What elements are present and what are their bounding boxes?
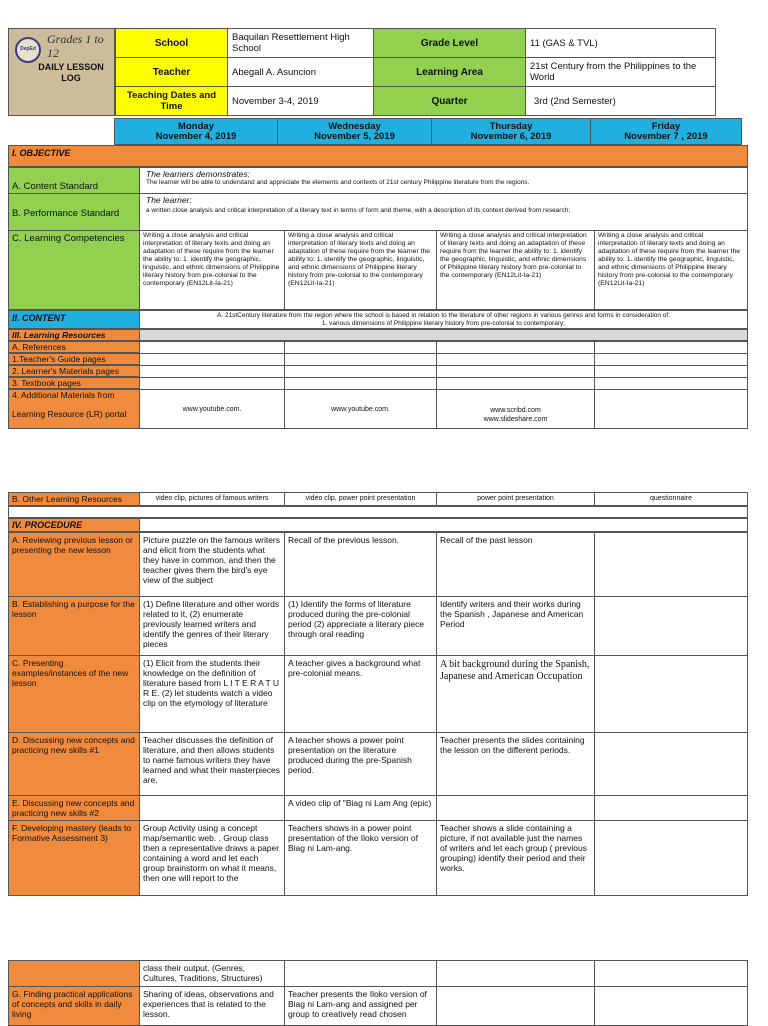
- procedure-f-monday-cont: class their output. (Genres, Cultures, Traditions, Structures): [139, 960, 285, 987]
- procedure-a-wednesday: Recall of the previous lesson.: [284, 532, 437, 597]
- procedure-g-label: G. Finding practical applications of concepts and skills in daily living: [8, 986, 140, 1026]
- day-name: Friday: [651, 121, 681, 132]
- content-title: II. CONTENT: [12, 313, 66, 323]
- performance-standard-cell: [139, 193, 748, 231]
- textbook-label: 3. Textbook pages: [8, 377, 140, 389]
- procedure-d-friday: [594, 732, 748, 796]
- learners-materials-label: 2. Learner's Materials pages: [8, 365, 140, 377]
- learning-competencies-label: C. Learning Competencies: [8, 230, 140, 310]
- school-value: Baquilan Resettlement High School: [227, 28, 374, 58]
- additional-materials-line-2: Learning Resource (LR) portal: [12, 409, 127, 419]
- grades-title: Grades 1 to 12: [47, 32, 104, 60]
- procedure-g-friday: [594, 986, 748, 1026]
- day-name: Wednesday: [328, 121, 381, 132]
- seal-text: DepEd: [20, 46, 36, 52]
- procedure-f-label-cont: [8, 960, 140, 987]
- procedure-f-thursday-cont: [436, 960, 595, 987]
- procedure-b-label: B. Establishing a purpose for the lesson: [8, 596, 140, 656]
- daily-lesson-log-title: DAILY LESSON LOG: [38, 62, 104, 83]
- other-resources-thursday: power point presentation: [436, 492, 595, 506]
- lr-wednesday: www.youtube.com.: [331, 406, 390, 413]
- procedure-c-wednesday: A teacher gives a background what pre-colonial means.: [284, 655, 437, 733]
- content-line-1: A. 21stCentury literature from the region where the school is based in relation to the literature of other regions in various genres and forms in consideration of:: [216, 312, 671, 319]
- competency-monday: Writing a close analysis and critical interpretation of literary texts and doing an adaptation of these require from the learner the ability to: 1. identify the geographic, linguistic, and ethnic dimensions of Philippine literary history from pre-colonial to the contemporary (EN12Lit-Ia-21): [139, 230, 285, 310]
- school-label: School: [115, 28, 228, 58]
- competency-wednesday: Writing a close analysis and critical interpretation of literary texts and doing an adaptation of these require from the learner the ability to: 1. identify the geographic, linguistic, and ethnic dimensions of Philippine literary history from pre-colonial to the contemporary (EN12Lit-Ia-21): [284, 230, 437, 310]
- day-date: November 5, 2019: [314, 131, 395, 142]
- content-standard-label: A. Content Standard: [8, 167, 140, 194]
- procedure-e-monday: [139, 795, 285, 821]
- content-standard-intro: The learners demonstrates:: [146, 169, 250, 179]
- procedure-d-wednesday: A teacher shows a power point presentation on the literature produced during the pre-Spanish period.: [284, 732, 437, 796]
- procedure-b-monday: (1) Define literature and other words related to it, (2) enumerate previously learned writers and identify the genres of their literary pieces: [139, 596, 285, 656]
- procedure-a-label: A. Reviewing previous lesson or presenting the new lesson: [8, 532, 140, 597]
- content-header: [8, 310, 140, 329]
- learning-area-value: 21st Century from the Philippines to the World: [525, 57, 716, 87]
- procedure-g-thursday: [436, 986, 595, 1026]
- content-line-2: 1. various dimensions of Philippine literary history from pre-colonial to contemporary;: [321, 319, 566, 327]
- procedure-e-thursday: [436, 795, 595, 821]
- procedure-f-friday: [594, 820, 748, 896]
- objective-header: [8, 145, 748, 167]
- procedure-f-label: F. Developing mastery (leads to Formative Assessment 3): [8, 820, 140, 896]
- procedure-f-wednesday: Teachers shows in a power point presentation of the Iloko version of Biag ni Lam-ang.: [284, 820, 437, 896]
- procedure-header-blank: [139, 518, 748, 532]
- dates-value: November 3-4, 2019: [227, 86, 374, 116]
- other-resources-friday: questionnaire: [594, 492, 748, 506]
- procedure-e-label: E. Discussing new concepts and practicing new skills #2: [8, 795, 140, 821]
- performance-standard-label: B. Performance Standard: [8, 193, 140, 231]
- procedure-a-monday: Picture puzzle on the famous writers and elicit from the students what they have in common, and then the teacher gives them the bird's eye view of the subject: [139, 532, 285, 597]
- day-friday: [590, 118, 742, 145]
- additional-materials-label: [8, 389, 140, 429]
- procedure-f-thursday: Teacher shows a slide containing a picture, if not available just the names of writers and let each group ( previous grouping) identify their period and their works.: [436, 820, 595, 896]
- spacer-row: [8, 506, 748, 518]
- teacher-value: Abegall A. Asuncion: [227, 57, 374, 87]
- procedure-title: IV. PROCEDURE: [12, 520, 83, 530]
- procedure-a-thursday: Recall of the past lesson: [436, 532, 595, 597]
- references-label: A. References: [8, 341, 140, 353]
- procedure-a-friday: [594, 532, 748, 597]
- learning-resources-header: [8, 329, 140, 341]
- content-text-cell: [139, 310, 748, 329]
- procedure-b-friday: [594, 596, 748, 656]
- procedure-c-label: C. Presenting examples/instances of the new lesson: [8, 655, 140, 733]
- day-monday: [114, 118, 278, 145]
- lr-thursday-line-2: www.slideshare.com: [483, 416, 548, 423]
- day-date: November 6, 2019: [470, 131, 552, 142]
- grade-level-value: 11 (GAS & TVL): [525, 28, 716, 58]
- lr-thursday: [436, 406, 595, 424]
- procedure-b-thursday: Identify writers and their works during the Spanish , Japanese and American Period: [436, 596, 595, 656]
- procedure-c-thursday: A bit background during the Spanish, Japanese and American Occupation: [436, 655, 595, 733]
- quarter-value: 3rd (2nd Semester): [525, 86, 716, 116]
- other-resources-wednesday: video clip, power point presentation: [284, 492, 437, 506]
- content-standard-cell: [139, 167, 748, 194]
- other-resources-monday: video clip, pictures of famous writers: [139, 492, 285, 506]
- content-standard-text: The learner will be able to understand and appreciate the elements and contexts of 21st century Philippine literature from the regions.: [146, 179, 530, 186]
- procedure-g-wednesday: Teacher presents the Iloko version of Biag ni Lam-ang and assigned per group to creatively read chosen: [284, 986, 437, 1026]
- additional-materials-line-1: 4. Additional Materials from: [12, 390, 115, 400]
- procedure-e-wednesday: A video clip of "Biag ni Lam Ang (epic): [284, 795, 437, 821]
- day-thursday: [431, 118, 591, 145]
- deped-seal-icon: [15, 37, 41, 63]
- procedure-b-wednesday: (1) Identify the forms of literature produced during the pre-colonial period (2) appreciate a literary piece through oral reading: [284, 596, 437, 656]
- day-wednesday: [277, 118, 432, 145]
- procedure-c-monday: (1) Elicit from the students their knowledge on the definition of literature based from L I T E R A T U R E. (2) let students watch a video clip on the etymology of literature: [139, 655, 285, 733]
- grade-level-label: Grade Level: [373, 28, 526, 58]
- procedure-d-label: D. Discussing new concepts and practicing new skills #1: [8, 732, 140, 796]
- procedure-header: [8, 518, 140, 532]
- day-date: November 4, 2019: [155, 131, 237, 142]
- competency-thursday: Writing a close analysis and critical interpretation of literary texts and doing an adaptation of these require from the learner the ability to: 1. identify the geographic, linguistic, and ethnic dimensions of Philippine literary history from pre-colonial to the contemporary (EN12Lit-Ia-21): [436, 230, 595, 310]
- procedure-f-wednesday-cont: [284, 960, 437, 987]
- procedure-d-monday: Teacher discusses the definition of literature, and then allows students to name famous writers they have learned and what their masterpieces are.: [139, 732, 285, 796]
- day-name: Monday: [178, 121, 214, 132]
- dates-label: Teaching Dates and Time: [115, 86, 228, 116]
- procedure-f-friday-cont: [594, 960, 748, 987]
- day-name: Thursday: [489, 121, 533, 132]
- log-title-box: [8, 28, 115, 116]
- teachers-guide-label: 1.Teacher's Guide pages: [8, 353, 140, 365]
- competency-friday: Writing a close analysis and critical interpretation of literary texts and doing an adaptation of these require from the learner the ability to: 1. identify the geographic, linguistic, and ethnic dimensions of Philippine literary history from pre-colonial to the contemporary (EN12Lit-Ia-21): [594, 230, 748, 310]
- performance-standard-text: a written close analysis and critical interpretation of a literary text in terms of form and theme, with a description of its context derived from research;: [146, 207, 571, 214]
- procedure-d-thursday: Teacher presents the slides containing the lesson on the different periods.: [436, 732, 595, 796]
- procedure-c-friday: [594, 655, 748, 733]
- learning-resources-gray: [139, 329, 748, 341]
- learning-resources-title: III. Learning Resources: [12, 330, 106, 340]
- learning-area-label: Learning Area: [373, 57, 526, 87]
- procedure-e-friday: [594, 795, 748, 821]
- procedure-g-monday: Sharing of ideas, observations and experiences that is related to the lesson.: [139, 986, 285, 1026]
- performance-standard-intro: The learner:: [146, 195, 192, 205]
- day-date: November 7 , 2019: [624, 131, 708, 142]
- lr-thursday-line-1: www.scribd.com: [490, 407, 541, 414]
- objective-title: I. OBJECTIVE: [12, 148, 71, 158]
- quarter-label: Quarter: [373, 86, 526, 116]
- lr-monday: www.youtube.com.: [182, 406, 242, 413]
- procedure-f-monday: Group Activity using a concept map/semantic web. . Group class then a representative draws a paper containing a word and let each group brainstorm on what it means, then one will report to the: [139, 820, 285, 896]
- other-resources-label: B. Other Learning Resources: [8, 492, 140, 506]
- teacher-label: Teacher: [115, 57, 228, 87]
